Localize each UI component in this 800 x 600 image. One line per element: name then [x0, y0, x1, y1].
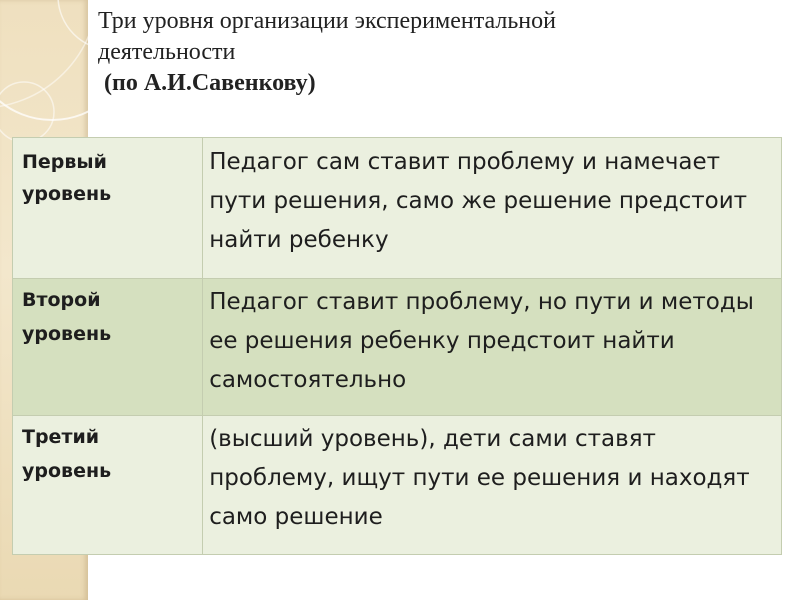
- title-line-2: деятельности: [98, 39, 236, 65]
- level-name: Третий уровень: [13, 416, 203, 555]
- slide-title: [98, 6, 748, 99]
- title-author-line: (по А.И.Савенкову): [104, 70, 316, 96]
- levels-table: [12, 137, 782, 555]
- title-line-1: Три уровня организации экспериментальной: [98, 8, 556, 34]
- table-row: [13, 416, 782, 555]
- level-description: (высший уровень), дети сами ставят проблему, ищут пути ее решения и находят само решение: [203, 416, 782, 555]
- level-description: Педагог ставит проблему, но пути и методы ее решения ребенку предстоит найти самостоятельно: [203, 279, 782, 416]
- level-description: Педагог сам ставит проблему и намечает пути решения, само же решение предстоит найти ребенку: [203, 138, 782, 279]
- level-name: Первый уровень: [13, 138, 203, 279]
- level-name: Второй уровень: [13, 279, 203, 416]
- table-row: [13, 138, 782, 279]
- table-row: [13, 279, 782, 416]
